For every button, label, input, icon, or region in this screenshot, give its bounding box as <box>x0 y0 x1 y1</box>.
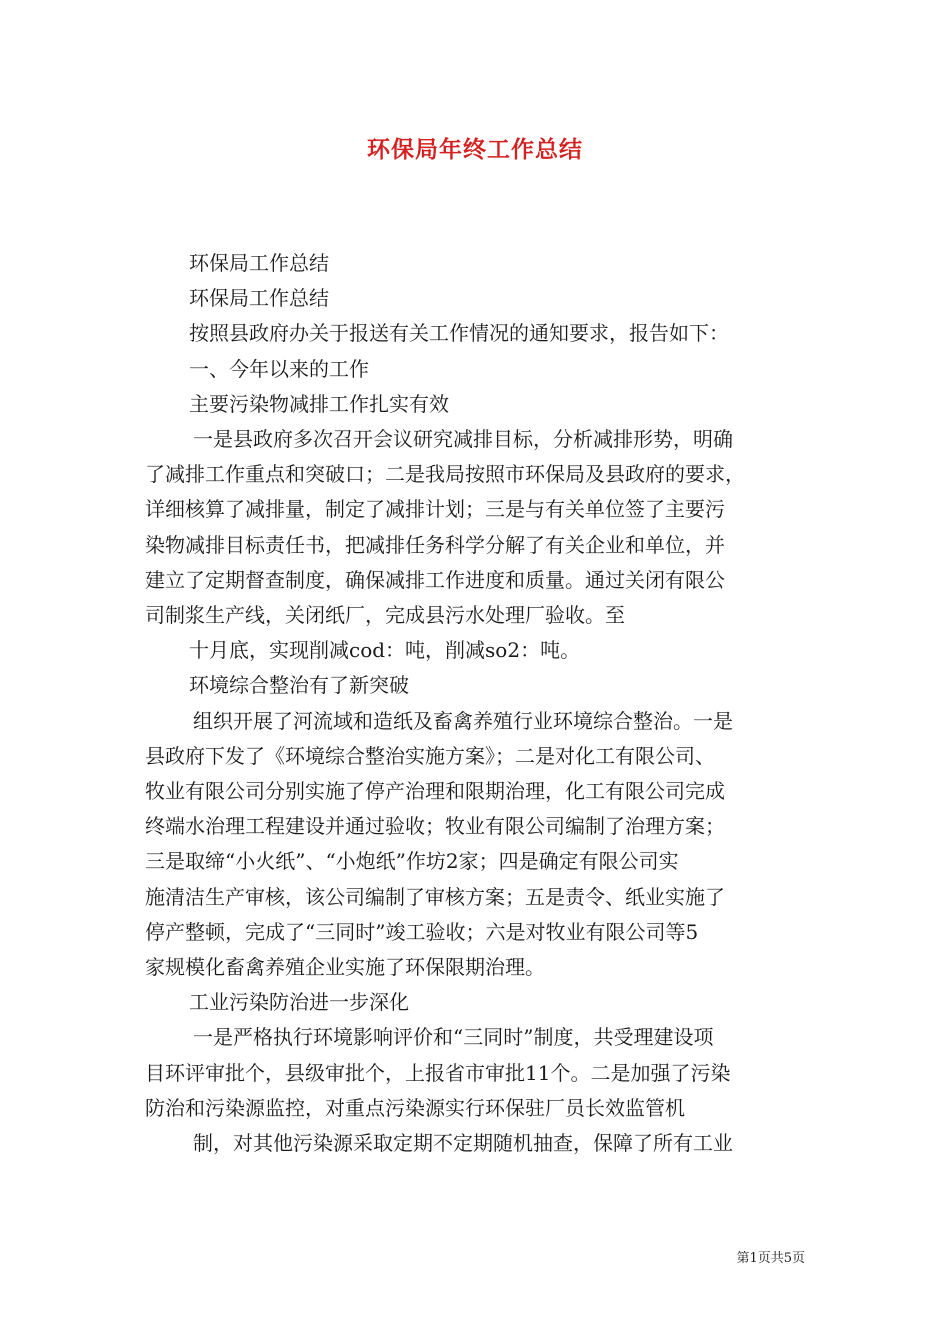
page-number-footer: 第1页共5页 <box>736 1251 805 1266</box>
text-line: 施清洁生产审核，该公司编制了审核方案；五是责令、纸业实施了 <box>145 884 725 909</box>
text-line: 防治和污染源监控，对重点污染源实行环保驻厂员长效监管机 <box>145 1095 685 1120</box>
text-line: 牧业有限公司分别实施了停产治理和限期治理，化工有限公司完成 <box>145 779 725 804</box>
text-line: 环境综合整治有了新突破 <box>189 673 409 698</box>
text-line: 染物减排目标责任书，把减排任务科学分解了有关企业和单位，并 <box>145 532 725 557</box>
text-line: 十月底，实现削减cod：吨，削减so2：吨。 <box>189 638 581 663</box>
document-body <box>145 246 810 1161</box>
text-line: 组织开展了河流域和造纸及畜禽养殖行业环境综合整治。一是 <box>193 708 733 733</box>
text-line: 主要污染物减排工作扎实有效 <box>189 391 449 416</box>
text-line: 一是县政府多次召开会议研究减排目标，分析减排形势，明确 <box>193 427 733 452</box>
text-line: 停产整顿，完成了“三同时”竣工验收；六是对牧业有限公司等5 <box>145 919 699 944</box>
text-line: 详细核算了减排量，制定了减排计划；三是与有关单位签了主要污 <box>145 497 725 522</box>
text-line: 司制浆生产线，关闭纸厂，完成县污水处理厂验收。至 <box>145 603 625 628</box>
text-line: 了减排工作重点和突破口；二是我局按照市环保局及县政府的要求， <box>145 462 745 487</box>
text-line: 环保局工作总结 <box>189 251 329 275</box>
text-line: 终端水治理工程建设并通过验收；牧业有限公司编制了治理方案； <box>145 814 725 839</box>
text-line: 家规模化畜禽养殖企业实施了环保限期治理。 <box>145 955 545 980</box>
text-line: 工业污染防治进一步深化 <box>189 990 409 1015</box>
document-title: 环保局年终工作总结 <box>367 136 583 163</box>
text-line: 制，对其他污染源采取定期不定期随机抽查，保障了所有工业 <box>193 1131 733 1156</box>
text-line: 县政府下发了《环境综合整治实施方案》；二是对化工有限公司、 <box>145 743 715 768</box>
text-line: 三是取缔“小火纸”、“小炮纸”作坊2家；四是确定有限公司实 <box>145 849 679 874</box>
text-line: 按照县政府办关于报送有关工作情况的通知要求，报告如下： <box>189 321 729 346</box>
text-line: 目环评审批个，县级审批个，上报省市审批11个。二是加强了污染 <box>145 1060 731 1085</box>
text-line: 一、今年以来的工作 <box>189 356 369 381</box>
text-line: 建立了定期督查制度，确保减排工作进度和质量。通过关闭有限公 <box>145 567 725 592</box>
text-line: 环保局工作总结 <box>189 286 329 311</box>
text-line: 一是严格执行环境影响评价和“三同时”制度，共受理建设项 <box>193 1025 714 1050</box>
